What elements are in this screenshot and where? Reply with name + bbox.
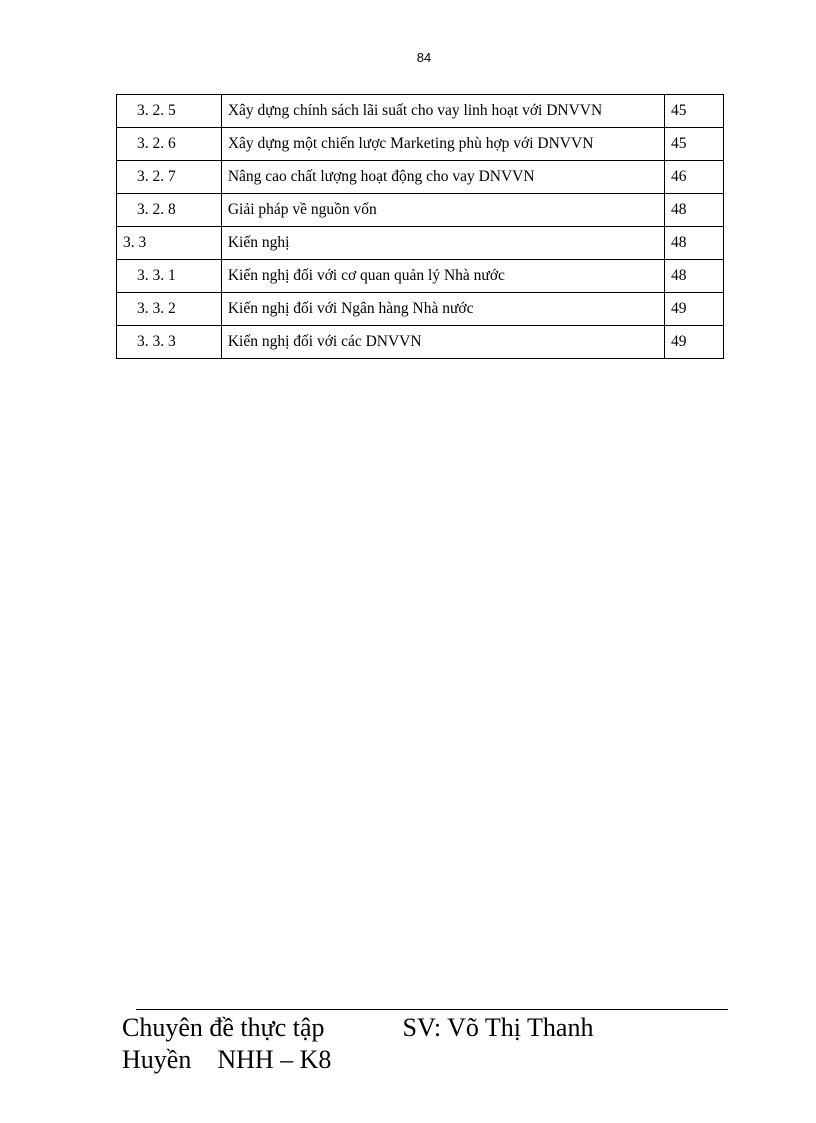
section-page: 48 (665, 227, 724, 260)
table-row (117, 194, 724, 227)
section-title: Xây dựng một chiến lược Marketing phù hợp với DNVVN (221, 128, 664, 161)
table-row (117, 95, 724, 128)
section-title: Kiến nghị đối với cơ quan quản lý Nhà nước (221, 260, 664, 293)
section-number: 3. 2. 6 (117, 128, 222, 161)
section-page: 49 (665, 326, 724, 359)
table-row (117, 293, 724, 326)
section-title: Xây dựng chính sách lãi suất cho vay linh hoạt với DNVVN (221, 95, 664, 128)
section-number: 3. 3. 3 (117, 326, 222, 359)
section-page: 45 (665, 95, 724, 128)
table-row (117, 161, 724, 194)
table-row (117, 326, 724, 359)
page-number: 84 (416, 50, 432, 65)
section-page: 48 (665, 260, 724, 293)
footer-line-2: Huyền NHH – K8 (122, 1045, 332, 1074)
section-page: 48 (665, 194, 724, 227)
section-number: 3. 3 (117, 227, 222, 260)
table-row (117, 227, 724, 260)
table-row (117, 260, 724, 293)
section-number: 3. 2. 7 (117, 161, 222, 194)
section-title: Kiến nghị (221, 227, 664, 260)
table-of-contents (116, 94, 724, 359)
footer-divider (136, 1009, 728, 1010)
section-page: 46 (665, 161, 724, 194)
page-footer (122, 1012, 682, 1076)
section-number: 3. 2. 5 (117, 95, 222, 128)
section-page: 45 (665, 128, 724, 161)
section-number: 3. 3. 1 (117, 260, 222, 293)
table-row (117, 128, 724, 161)
section-title: Nâng cao chất lượng hoạt động cho vay DNVVN (221, 161, 664, 194)
section-title: Kiến nghị đối với các DNVVN (221, 326, 664, 359)
section-page: 49 (665, 293, 724, 326)
section-title: Kiến nghị đối với Ngân hàng Nhà nước (221, 293, 664, 326)
footer-line-1: Chuyên đề thực tập SV: Võ Thị Thanh (122, 1013, 594, 1042)
section-number: 3. 3. 2 (117, 293, 222, 326)
section-title: Giải pháp về nguồn vốn (221, 194, 664, 227)
section-number: 3. 2. 8 (117, 194, 222, 227)
